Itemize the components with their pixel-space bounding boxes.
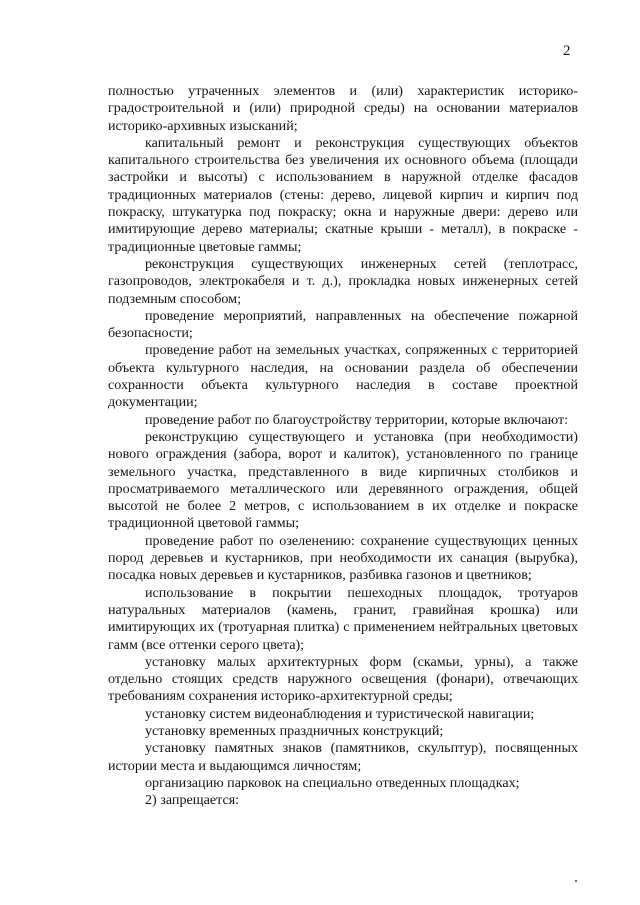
paragraph-10: установку малых архитектурных форм (скамьи, урны), а также отдельно стоящих средств наружного освещения (фонари), отвечающих требованиям сохранения историко-архитектурной среды; <box>108 653 578 705</box>
paragraph-5: проведение работ на земельных участках, сопряженных с территорией объекта культурного наследия, на основании раздела об обеспечении сохранности объекта культурного наследия в составе проектной документации; <box>108 342 578 411</box>
paragraph-4: проведение мероприятий, направленных на обеспечение пожарной безопасности; <box>108 307 578 342</box>
paragraph-14: организацию парковок на специально отведенных площадках; <box>145 774 520 791</box>
paragraph-1: полностью утраченных элементов и (или) характеристик историко-градостроительной и (или) природной среды) на основании материалов историко-архивных изысканий; <box>108 83 578 134</box>
paragraph-6: проведение работ по благоустройству территории, которые включают: <box>145 411 569 428</box>
paragraph-13: установку памятных знаков (памятников, скульптур), посвященных истории места и выдающимся личностям; <box>108 740 578 774</box>
paragraph-8: проведение работ по озеленению: сохранение существующих ценных пород деревьев и кустарников, при необходимости их санация (вырубка), посадка новых деревьев и кустарников, разбивка газонов и цветников; <box>108 532 578 584</box>
page-number: 2 <box>563 43 571 59</box>
paragraph-15: 2) запрещается: <box>145 792 240 809</box>
paragraph-11: установку систем видеонаблюдения и туристической навигации; <box>145 705 535 722</box>
document-body <box>108 83 578 809</box>
scan-speck <box>575 880 577 882</box>
paragraph-9: использование в покрытии пешеходных площадок, тротуаров натуральных материалов (камень, гранит, гравийная крошка) или имитирующих их (тротуарная плитка) с применением нейтральных цветовых гамм (все оттенки серого цвета); <box>108 584 578 653</box>
paragraph-12: установку временных праздничных конструкций; <box>145 722 444 739</box>
paragraph-7: реконструкцию существующего и установка (при необходимости) нового ограждения (забора, ворот и калиток), установленного по границе земельного участка, представленного в виде кирпичных столбиков и просматриваемого металлического или деревянного ограждения, общей высотой не более 2 метров, с использованием в их отделке и покраске традиционной цветовой гаммы; <box>108 428 578 532</box>
paragraph-2: капитальный ремонт и реконструкция существующих объектов капитального строительства без увеличения их основного объема (площади застройки и высоты) с использованием в наружной отделке фасадов традиционных материалов (стены: дерево, лицевой кирпич и кирпич под покраску, штукатурка под покраску; окна и наружные двери: дерево или имитирующие дерево материалы; скатные крыши - металл), в покраске - традиционные цветовые гаммы; <box>108 134 578 255</box>
paragraph-3: реконструкция существующих инженерных сетей (теплотрасс, газопроводов, электрокабеля и т. д.), прокладка новых инженерных сетей подземным способом; <box>108 255 578 307</box>
